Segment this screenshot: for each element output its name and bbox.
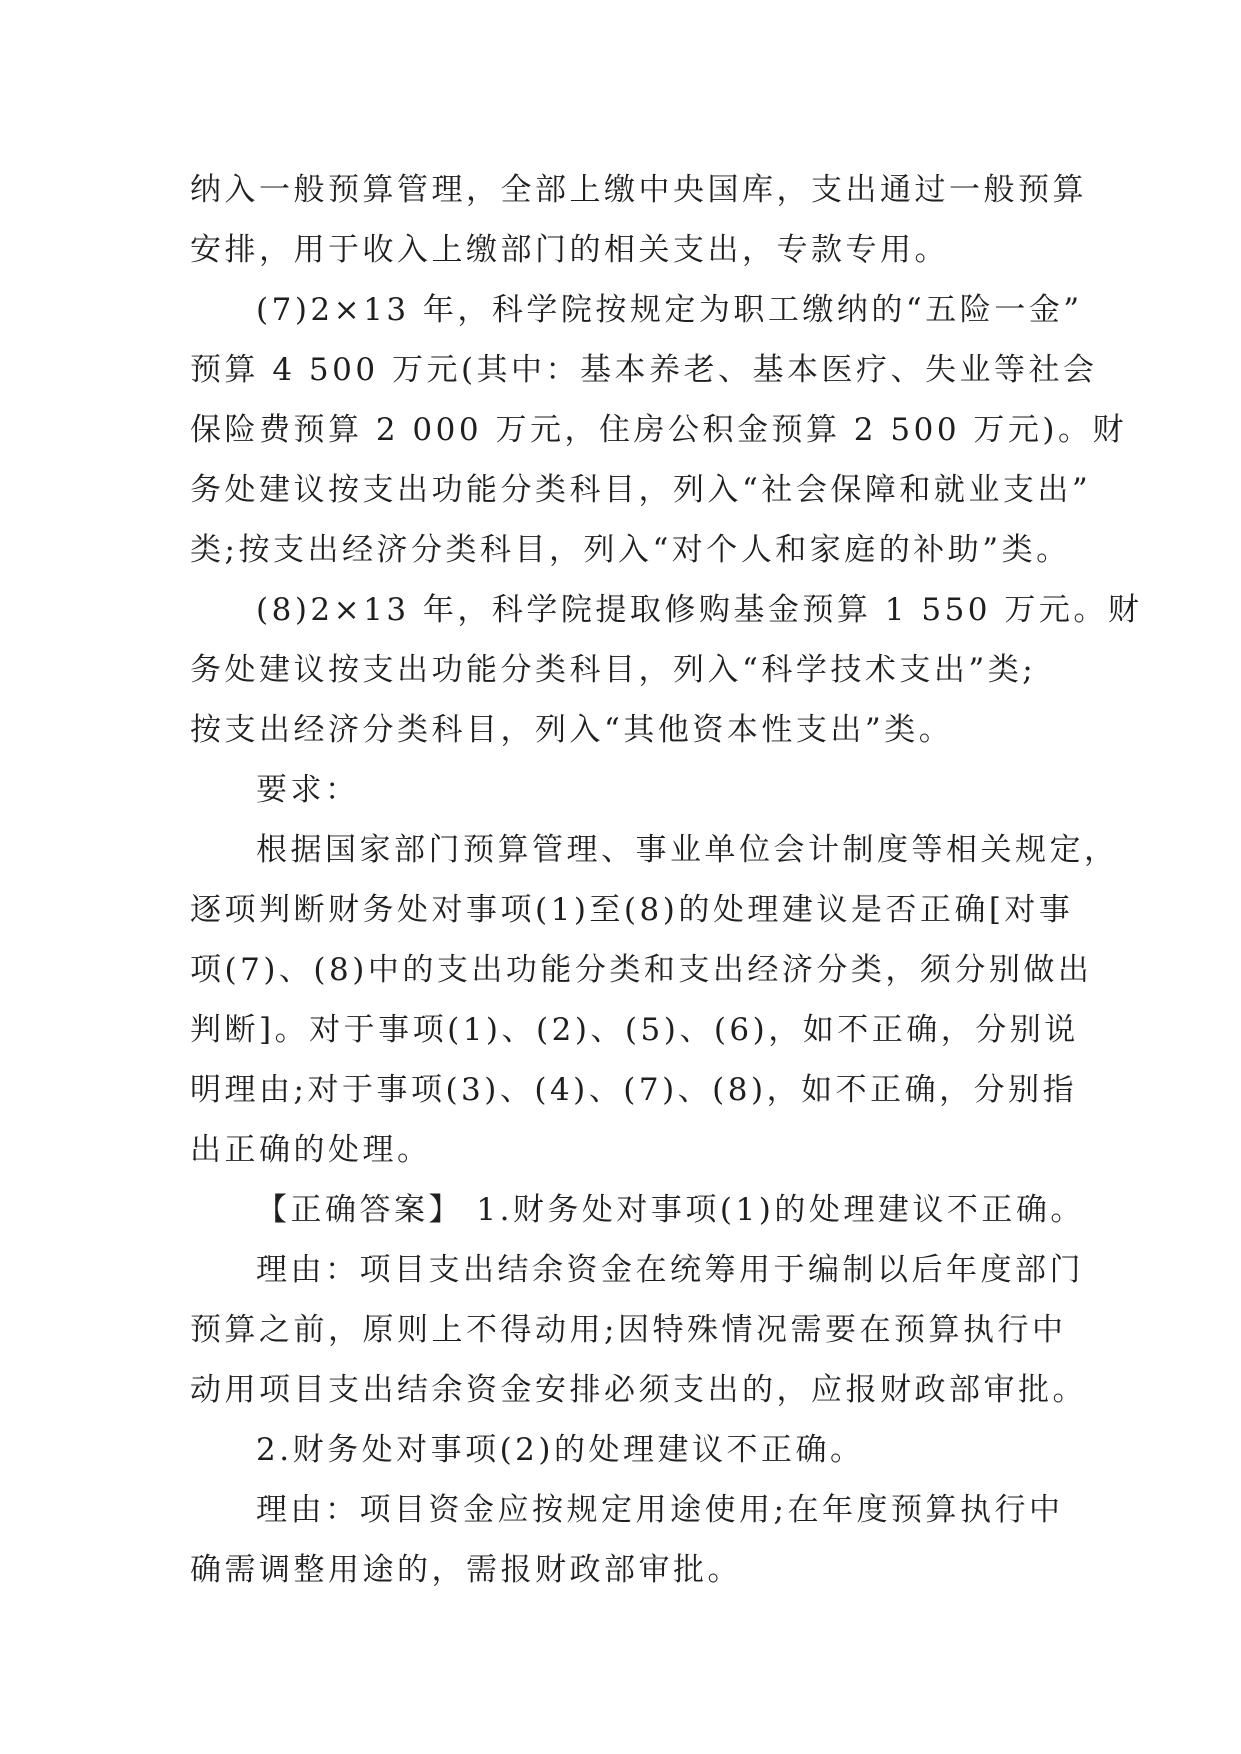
text-line: 纳入一般预算管理，全部上缴中央国库，支出通过一般预算 [190, 172, 1087, 208]
text-line: 理由：项目支出结余资金在统筹用于编制以后年度部门 [256, 1252, 1084, 1288]
text-line: 理由：项目资金应按规定用途使用;在年度预算执行中 [256, 1492, 1064, 1528]
text-line: 2.财务处对事项(2)的处理建议不正确。 [256, 1432, 865, 1468]
text-line: 动用项目支出结余资金安排必须支出的，应报财政部审批。 [190, 1372, 1087, 1408]
text-line: 按支出经济分类科目，列入“其他资本性支出”类。 [190, 712, 954, 748]
text-line: (8)2×13 年，科学院提取修购基金预算 1 550 万元。财 [256, 592, 1143, 628]
text-line: 出正确的处理。 [190, 1132, 432, 1168]
text-line: 明理由;对于事项(3)、(4)、(7)、(8)，如不正确，分别指 [190, 1072, 1078, 1108]
text-line: 根据国家部门预算管理、事业单位会计制度等相关规定， [256, 832, 1119, 868]
text-line: 确需调整用途的，需报财政部审批。 [190, 1552, 742, 1588]
text-line: 逐项判断财务处对事项(1)至(8)的处理建议是否正确[对事 [190, 892, 1074, 928]
text-line: 【正确答案】 1.财务处对事项(1)的处理建议不正确。 [256, 1192, 1085, 1228]
text-line: 务处建议按支出功能分类科目，列入“科学技术支出”类; [190, 652, 1037, 688]
text-line: 要求： [256, 772, 360, 808]
text-line: 预算 4 500 万元(其中：基本养老、基本医疗、失业等社会 [190, 352, 1098, 388]
document-body [190, 160, 1143, 1600]
text-line: 判断]。对于事项(1)、(2)、(5)、(6)，如不正确，分别说 [190, 1012, 1079, 1048]
text-line: 安排，用于收入上缴部门的相关支出，专款专用。 [190, 232, 949, 268]
text-line: (7)2×13 年，科学院按规定为职工缴纳的“五险一金” [256, 292, 1083, 328]
text-line: 预算之前，原则上不得动用;因特殊情况需要在预算执行中 [190, 1312, 1067, 1348]
text-line: 项(7)、(8)中的支出功能分类和支出经济分类，须分别做出 [190, 952, 1093, 988]
text-line: 保险费预算 2 000 万元，住房公积金预算 2 500 万元)。财 [190, 412, 1128, 448]
text-line: 类;按支出经济分类科目，列入“对个人和家庭的补助”类。 [190, 532, 1071, 568]
text-line: 务处建议按支出功能分类科目，列入“社会保障和就业支出” [190, 472, 1092, 508]
